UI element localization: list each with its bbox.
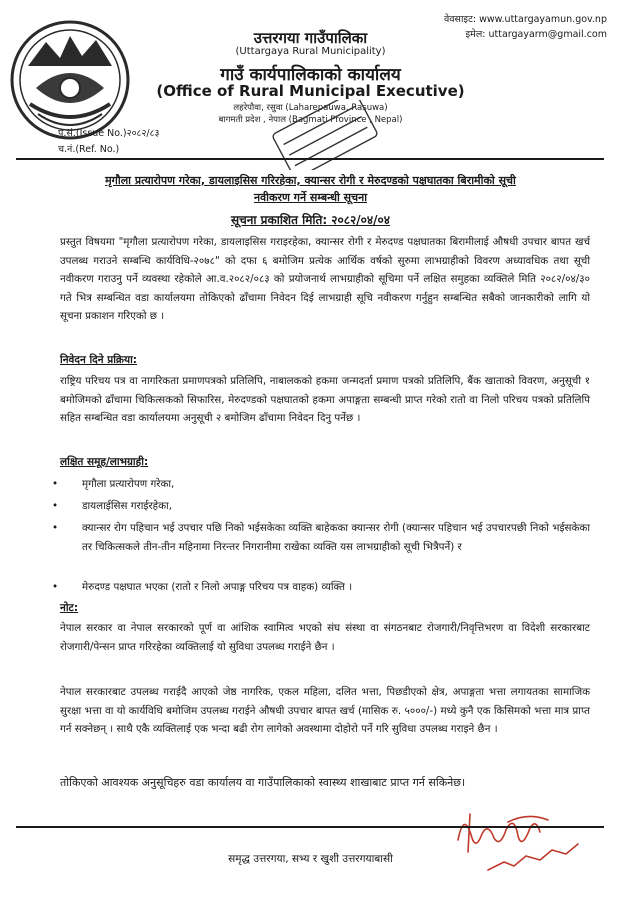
list-item: • मृगौला प्रत्यारोपण गरेका, <box>52 475 590 494</box>
address-line-1: लहरेपौवा, रसुवा (Laharepauwa, Rasuwa) <box>233 103 388 113</box>
notice-title: मृगौला प्रत्यारोपण गरेका, डायलाइसिस गरिरहेका, क्यान्सर रोगी र मेरुदण्डको पक्षघातका बिरामीको सूची <box>105 174 516 187</box>
closing-statement: तोकिएको आवश्यक अनुसूचिहरु वडा कार्यालय वा गाउँपालिकाको स्वास्थ्य शाखाबाट प्राप्त गर्न सकिनेछ। <box>60 776 466 789</box>
office-name-np: गाउँ कार्यपालिकाको कार्यालय <box>220 65 401 85</box>
notes-paragraph-1: नेपाल सरकार वा नेपाल सरकारको पूर्ण वा आंशिक स्वामित्व भएको संघ संस्था वा संगठनबाट रोजगारी/निवृत्तिभरण वा विदेशी सरकारबाट रोजगारी/पेन्सन प्राप्त गरिरहेका व्यक्तिलाई यो सुविधा उपलब्ध गराईने छैन । <box>60 622 590 653</box>
header-divider <box>16 158 604 160</box>
published-date: सूचना प्रकाशित मिति: २०८२/०४/०४ <box>230 213 390 227</box>
intro-paragraph: प्रस्तुत विषयमा "मृगौला प्रत्यारोपण गरेका, डायलाइसिस गराइरहेका, क्यान्सर रोगी र मेरुदण्ड पक्षघातका बिरामीलाई औषधी उपचार बापत खर्च उपलब्ध गराउने सम्बन्धि कार्यविधि-२०७८" को दफा ६ बमोजिम प्रत्येक आर्थिक वर्षको सुरुमा लाभग्राहीको विवरण अध्यावधिक तथा सूची नवीकरण गराउनु पर्ने व्यवस्था रहेकोले आ.व.२०८२/०८३ को प्रयोजनार्थ लाभग्राहीको सूचिमा पर्ने लक्षित समुहका व्यक्तिले मिति २०८२/०४/३० गते भित्र सम्बन्धित वडा कार्यालयमा तोकिएको ढाँचामा निवेदन दिई लाभग्राही सूचि नवीकरण गर्नुहुन सम्बन्धित सबैको जानकारीको लागि यो सूचना प्रकाशन गरिएको छ । <box>60 236 590 323</box>
email-link[interactable]: इमेल: uttargayarm@gmail.com <box>465 29 607 40</box>
bullet-icon: • <box>52 500 59 512</box>
address-line-2: बागमती प्रदेश , नेपाल (Bagmati Province , Nepal) <box>218 115 403 125</box>
notes-paragraph-2: नेपाल सरकारबाट उपलब्ध गराईदै आएको जेष्ठ नागरिक, एकल महिला, दलित भत्ता, पिछडीएको क्षेत्र, अपाङ्गता भत्ता लगायतका सामाजिक सुरक्षा भत्ता वा यो कार्यविधि बमोजिम उपलब्ध गराईने औषधी उपचार बापत खर्च (मासिक रु. ५०००/-) मध्ये कुनै एक किसिमको भत्ता मात्र प्राप्त गर्न सक्नेछन् । साथै एकै व्यक्तिलाई एक भन्दा बढी रोग लागेको अवस्थामा दोहोरो पर्ने गरि सुविधा उपलब्ध गराइने छैन । <box>60 686 590 736</box>
bullet-icon: • <box>52 581 59 593</box>
application-process-heading: निवेदन दिने प्रक्रिया: <box>60 354 137 366</box>
website-link[interactable]: वेवसाइट: www.uttargayamun.gov.np <box>443 14 607 25</box>
notice-subtitle: नवीकरण गर्ने सम्बन्धी सूचना <box>253 191 368 204</box>
signature-icon <box>448 800 608 880</box>
office-name-en: (Office of Rural Municipal Executive) <box>156 82 465 100</box>
target-group-heading: लक्षित समूह/लाभग्राही: <box>60 456 149 468</box>
issue-number: प.सं.(Issue No.)२०८२/८३ <box>58 128 160 139</box>
bullet-icon: • <box>52 478 59 490</box>
list-item: • मेरुदण्ड पक्षघात भएका (रातो र निलो अपाङ्ग परिचय पत्र वाहक) व्यक्ति । <box>52 578 590 597</box>
municipality-name-en: (Uttargaya Rural Municipality) <box>235 46 386 57</box>
notes-heading: नोट: <box>60 602 79 614</box>
reference-number: च.नं.(Ref. No.) <box>58 144 120 155</box>
footer-divider <box>16 826 604 828</box>
list-item: • क्यान्सर रोग पहिचान भई उपचार पछि निको भईसकेका व्यक्ति बाहेकका क्यान्सर रोगी (क्यान्सर पहिचान भई उपचारपछी निको भईसकेका तर चिकित्सकले तीन-तीन महिनामा निरन्तर निगरानीमा राखेका व्यक्ति यस लाभग्राहीको सूची भित्रैपर्ने) र <box>52 519 590 556</box>
application-process-text: राष्ट्रिय परिचय पत्र वा नागरिकता प्रमाणपत्रको प्रतिलिपि, नाबालकको हकमा जन्मदर्ता प्रमाण पत्रको प्रतिलिपि, बैंक खाताको विवरण, अनुसूची १ बमोजिमको ढाँचामा चिकित्सकको सिफारिस, मेरुदण्डको पक्षघातको हकमा अपाङ्गता सम्बन्धी प्राप्त गरेको रातो वा निलो परिचय पत्रको प्रतिलिपि सहित सम्बन्धित वडा कार्यालयमा अनुसूची २ बमोजिम ढाँचामा निवेदन दिनु पर्नेछ । <box>60 375 590 425</box>
footer-slogan: समृद्ध उत्तरगया, सभ्य र खुशी उत्तरगयाबासी <box>228 853 393 865</box>
list-item: • डायलाईसिस गराईरहेका, <box>52 497 590 516</box>
municipality-name-np: उत्तरगया गाउँपालिका <box>253 29 368 47</box>
bullet-icon: • <box>52 522 59 534</box>
